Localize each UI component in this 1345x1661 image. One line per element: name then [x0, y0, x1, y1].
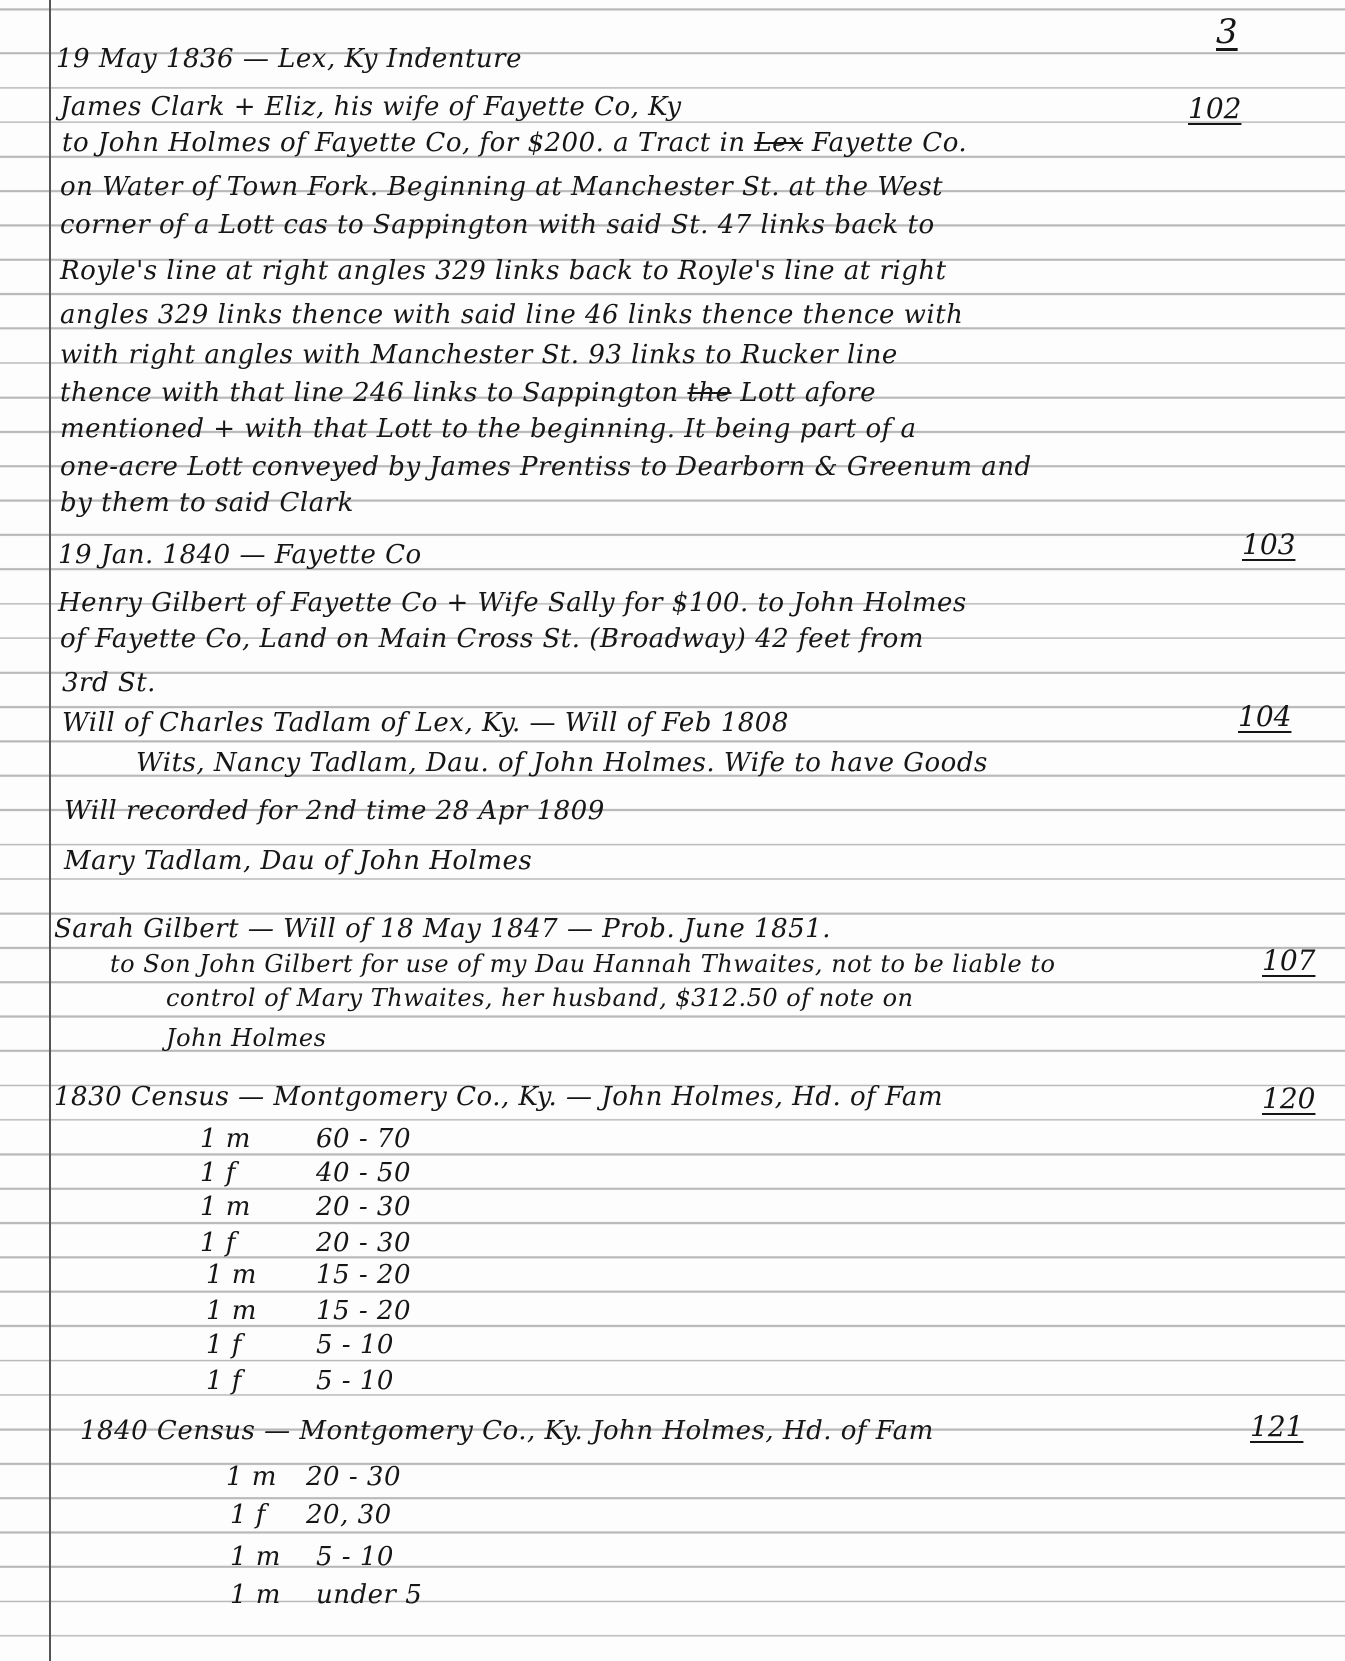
entry-line: of Fayette Co, Land on Main Cross St. (Broadway) 42 feet from — [60, 624, 924, 654]
entry-line: Sarah Gilbert — Will of 18 May 1847 — Prob. June 1851. — [54, 914, 831, 944]
inserted-text: Fayette Co. — [811, 128, 968, 158]
census-heading: 1840 Census — Montgomery Co., Ky. John Holmes, Hd. of Fam — [80, 1416, 934, 1446]
entry-line: corner of a Lott cas to Sappington with said St. 47 links back to — [60, 210, 935, 240]
entry-line: Will recorded for 2nd time 28 Apr 1809 — [64, 796, 605, 826]
entry-line: 19 Jan. 1840 — Fayette Co — [58, 540, 422, 570]
entry-line: Mary Tadlam, Dau of John Holmes — [64, 846, 533, 876]
census-ages: 15 - 20 — [316, 1260, 411, 1290]
entry-line: John Holmes — [166, 1024, 327, 1052]
struck-text: Lex — [754, 128, 804, 158]
entry-ref: 120 — [1262, 1082, 1316, 1115]
census-count: 1 m — [200, 1192, 251, 1222]
census-ages: 20 - 30 — [306, 1462, 401, 1492]
struck-text: the — [687, 378, 732, 408]
entry-line: mentioned + with that Lott to the beginning. It being part of a — [60, 414, 917, 444]
census-ages: 20 - 30 — [316, 1192, 411, 1222]
entry-line: on Water of Town Fork. Beginning at Manchester St. at the West — [60, 172, 944, 202]
census-ages: 20, 30 — [306, 1500, 392, 1530]
entry-line: Henry Gilbert of Fayette Co + Wife Sally for $100. to John Holmes — [58, 588, 967, 618]
census-count: 1 m — [226, 1462, 277, 1492]
census-count: 1 f — [200, 1228, 236, 1258]
census-ages: 20 - 30 — [316, 1228, 411, 1258]
margin-rule — [49, 0, 51, 1661]
census-heading: 1830 Census — Montgomery Co., Ky. — John Holmes, Hd. of Fam — [54, 1082, 943, 1112]
census-count: 1 m — [200, 1124, 251, 1154]
census-ages: 5 - 10 — [316, 1366, 394, 1396]
entry-line: 19 May 1836 — Lex, Ky Indenture — [56, 44, 522, 74]
entry-line — [62, 128, 967, 158]
census-ages: 15 - 20 — [316, 1296, 411, 1326]
entry-line: Will of Charles Tadlam of Lex, Ky. — Will of Feb 1808 — [62, 708, 789, 738]
entry-line: 3rd St. — [62, 668, 156, 698]
census-count: 1 f — [200, 1158, 236, 1188]
entry-ref: 103 — [1242, 528, 1296, 561]
entry-line: one-acre Lott conveyed by James Prentiss to Dearborn & Greenum and — [60, 452, 1032, 482]
page-number: 3 — [1216, 12, 1238, 52]
entry-line: to Son John Gilbert for use of my Dau Hannah Thwaites, not to be liable to — [110, 950, 1056, 978]
entry-line: Royle's line at right angles 329 links back to Royle's line at right — [60, 256, 947, 286]
census-count: 1 f — [230, 1500, 266, 1530]
entry-text: Lott afore — [740, 378, 876, 408]
entry-line: James Clark + Eliz, his wife of Fayette Co, Ky — [60, 92, 682, 122]
census-count: 1 f — [206, 1366, 242, 1396]
entry-line — [60, 378, 876, 408]
entry-line: control of Mary Thwaites, her husband, $312.50 of note on — [166, 984, 914, 1012]
census-ages: 5 - 10 — [316, 1542, 394, 1572]
census-ages: 60 - 70 — [316, 1124, 411, 1154]
entry-ref: 107 — [1262, 944, 1316, 977]
entry-text: to John Holmes of Fayette Co, for $200. a Tract in — [62, 128, 746, 158]
census-count: 1 f — [206, 1330, 242, 1360]
census-count: 1 m — [230, 1542, 281, 1572]
entry-line: with right angles with Manchester St. 93 links to Rucker line — [60, 340, 898, 370]
census-ages: 40 - 50 — [316, 1158, 411, 1188]
entry-line: angles 329 links thence with said line 46 links thence thence with — [60, 300, 964, 330]
census-count: 1 m — [206, 1260, 257, 1290]
entry-ref: 104 — [1238, 700, 1292, 733]
census-count: 1 m — [206, 1296, 257, 1326]
entry-ref: 102 — [1188, 92, 1242, 125]
entry-ref: 121 — [1250, 1410, 1304, 1443]
entry-text: thence with that line 246 links to Sappington — [60, 378, 679, 408]
census-count: 1 m — [230, 1580, 281, 1610]
entry-line: Wits, Nancy Tadlam, Dau. of John Holmes. Wife to have Goods — [136, 748, 988, 778]
census-ages: 5 - 10 — [316, 1330, 394, 1360]
census-ages: under 5 — [316, 1580, 423, 1610]
entry-line: by them to said Clark — [60, 488, 354, 518]
